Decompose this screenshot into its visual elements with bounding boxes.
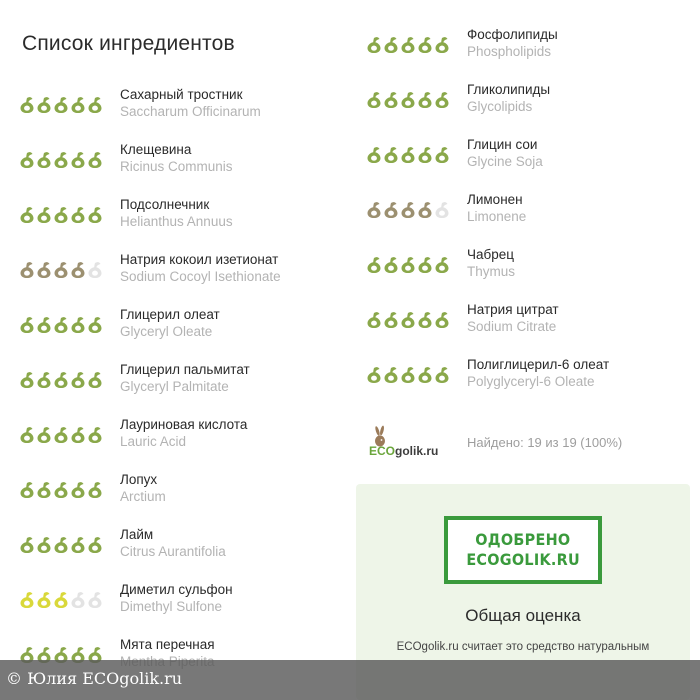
ingredient-name-ru: Натрия цитрат <box>467 302 559 317</box>
leaf-icon <box>384 146 398 163</box>
ingredient-name-latin: Citrus Aurantifolia <box>120 544 226 559</box>
found-count: Найдено: 19 из 19 (100%) <box>467 435 623 450</box>
leaf-icon <box>367 256 381 273</box>
leaf-icon <box>401 256 415 273</box>
leaf-icon <box>20 151 34 168</box>
ingredient-row[interactable] <box>345 191 700 231</box>
leaf-icon <box>418 256 432 273</box>
leaf-icon <box>54 206 68 223</box>
leaf-icon <box>20 426 34 443</box>
stamp-line-2: ECOGOLIK.RU <box>466 550 580 569</box>
leaf-icon <box>367 201 381 218</box>
ingredient-row[interactable] <box>0 196 350 236</box>
ingredient-name-ru: Глицерил олеат <box>120 307 220 322</box>
ingredient-row[interactable] <box>0 86 350 126</box>
leaf-icon <box>88 536 102 553</box>
ingredient-row[interactable] <box>0 581 350 621</box>
ingredient-names <box>467 301 559 335</box>
leaf-icon <box>384 311 398 328</box>
leaf-icon <box>54 426 68 443</box>
ingredient-names <box>120 416 247 450</box>
leaf-icon <box>384 36 398 53</box>
ingredient-name-ru: Чабрец <box>467 247 514 262</box>
ingredient-name-latin: Glyceryl Oleate <box>120 324 213 339</box>
leaf-icon <box>54 261 68 278</box>
leaf-icon <box>401 311 415 328</box>
ingredient-name-ru: Диметил сульфон <box>120 582 233 597</box>
ingredient-rating <box>20 426 102 443</box>
ingredient-rating <box>367 201 449 218</box>
leaf-icon <box>20 316 34 333</box>
leaf-icon <box>367 91 381 108</box>
ingredient-names <box>120 361 250 395</box>
ingredient-names <box>120 471 166 505</box>
leaf-icon <box>37 591 51 608</box>
ingredient-names <box>467 81 550 115</box>
leaf-icon <box>88 316 102 333</box>
ingredient-rating <box>20 481 102 498</box>
ingredient-name-latin: Saccharum Officinarum <box>120 104 261 119</box>
leaf-icon <box>20 261 34 278</box>
ingredient-row[interactable] <box>0 526 350 566</box>
leaf-icon <box>54 151 68 168</box>
leaf-icon <box>367 366 381 383</box>
ingredient-name-ru: Фосфолипиды <box>467 27 558 42</box>
ingredient-name-latin: Glycine Soja <box>467 154 543 169</box>
leaf-icon <box>367 36 381 53</box>
leaf-icon <box>435 146 449 163</box>
leaf-icon <box>418 146 432 163</box>
leaf-icon <box>88 371 102 388</box>
leaf-icon <box>20 206 34 223</box>
ingredient-name-ru: Глицерил пальмитат <box>120 362 250 377</box>
leaf-icon <box>435 91 449 108</box>
leaf-icon <box>71 151 85 168</box>
leaf-icon <box>20 536 34 553</box>
leaf-icon <box>435 256 449 273</box>
ingredient-names <box>120 141 233 175</box>
logo-rest-text: golik.ru <box>395 444 439 458</box>
ingredient-names <box>120 526 226 560</box>
ingredient-row[interactable] <box>0 416 350 456</box>
leaf-icon <box>401 146 415 163</box>
leaf-icon <box>418 91 432 108</box>
leaf-icon <box>384 366 398 383</box>
ingredient-name-latin: Helianthus Annuus <box>120 214 233 229</box>
ingredient-names <box>120 306 220 340</box>
ingredient-rating <box>367 36 449 53</box>
leaf-icon <box>367 146 381 163</box>
leaf-icon <box>88 261 102 278</box>
leaf-icon <box>384 256 398 273</box>
leaf-icon <box>20 371 34 388</box>
leaf-icon <box>71 426 85 443</box>
ingredient-rating <box>367 311 449 328</box>
ingredient-names <box>467 246 515 280</box>
ingredient-name-latin: Glycolipids <box>467 99 533 114</box>
watermark-text: © Юлия ECOgolik.ru <box>6 669 183 688</box>
ingredient-names <box>467 191 526 225</box>
leaf-icon <box>20 96 34 113</box>
leaf-icon <box>37 151 51 168</box>
stamp-line-1: ОДОБРЕНО <box>475 530 571 549</box>
leaf-icon <box>384 201 398 218</box>
ingredient-name-latin: Sodium Cocoyl Isethionate <box>120 269 281 284</box>
ingredient-names <box>467 356 609 390</box>
leaf-icon <box>37 481 51 498</box>
leaf-icon <box>88 591 102 608</box>
ingredient-row[interactable] <box>0 251 350 291</box>
ingredient-name-latin: Glyceryl Palmitate <box>120 379 229 394</box>
approved-stamp <box>444 516 602 584</box>
ingredient-name-ru: Мята перечная <box>120 637 215 652</box>
ingredient-name-latin: Lauric Acid <box>120 434 187 449</box>
ingredient-rating <box>367 91 449 108</box>
ingredient-names <box>120 251 281 285</box>
leaf-icon <box>401 91 415 108</box>
ingredient-names <box>467 26 558 60</box>
ingredient-name-latin: Phospholipids <box>467 44 552 59</box>
leaf-icon <box>20 591 34 608</box>
leaf-icon <box>418 366 432 383</box>
ingredient-names <box>120 581 233 615</box>
ingredient-name-ru: Лайм <box>120 527 154 542</box>
leaf-icon <box>401 366 415 383</box>
ingredient-row[interactable] <box>0 306 350 346</box>
leaf-icon <box>37 96 51 113</box>
ingredient-names <box>120 196 233 230</box>
ingredient-name-latin: Thymus <box>467 264 516 279</box>
ingredient-name-latin: Sodium Citrate <box>467 319 557 334</box>
ingredient-name-latin: Limonene <box>467 209 527 224</box>
leaf-icon <box>37 261 51 278</box>
ingredient-row[interactable] <box>345 26 700 66</box>
leaf-icon <box>435 201 449 218</box>
leaf-icon <box>88 206 102 223</box>
leaf-icon <box>88 481 102 498</box>
ingredient-name-ru: Глицин сои <box>467 137 538 152</box>
leaf-icon <box>418 201 432 218</box>
ingredient-names <box>467 136 543 170</box>
ingredient-row[interactable] <box>345 356 700 396</box>
ingredient-row[interactable] <box>345 246 700 286</box>
logo-eco-text: ECO <box>369 444 396 458</box>
ingredient-rating <box>367 366 449 383</box>
ingredient-rating <box>20 591 102 608</box>
leaf-icon <box>37 206 51 223</box>
leaf-icon <box>88 426 102 443</box>
leaf-icon <box>20 481 34 498</box>
leaf-icon <box>37 426 51 443</box>
leaf-icon <box>37 536 51 553</box>
ingredient-name-latin: Ricinus Communis <box>120 159 233 174</box>
ingredient-row[interactable] <box>0 471 350 511</box>
leaf-icon <box>401 201 415 218</box>
leaf-icon <box>435 36 449 53</box>
leaf-icon <box>54 316 68 333</box>
page-title: Список ингредиентов <box>22 32 235 55</box>
leaf-icon <box>54 96 68 113</box>
leaf-icon <box>71 481 85 498</box>
ingredient-row[interactable] <box>345 81 700 121</box>
ingredient-rating <box>20 536 102 553</box>
leaf-icon <box>418 36 432 53</box>
ingredient-row[interactable] <box>0 141 350 181</box>
ingredient-name-ru: Лимонен <box>467 192 523 207</box>
leaf-icon <box>435 311 449 328</box>
leaf-icon <box>71 316 85 333</box>
leaf-icon <box>401 36 415 53</box>
ingredient-name-ru: Полиглицерил-6 олеат <box>467 357 610 372</box>
ingredient-name-ru: Сахарный тростник <box>120 87 243 102</box>
leaf-icon <box>367 311 381 328</box>
leaf-icon <box>88 151 102 168</box>
ingredient-row[interactable] <box>0 361 350 401</box>
leaf-icon <box>71 536 85 553</box>
ingredient-rating <box>20 206 102 223</box>
ingredient-names <box>120 86 261 120</box>
leaf-icon <box>71 371 85 388</box>
leaf-icon <box>71 591 85 608</box>
ecogolik-logo <box>368 425 454 459</box>
overall-rating-heading: Общая оценка <box>465 606 581 625</box>
ingredient-rating <box>367 146 449 163</box>
ingredient-name-ru: Лопух <box>120 472 158 487</box>
ingredient-name-latin: Polyglyceryl-6 Oleate <box>467 374 595 389</box>
leaf-icon <box>418 311 432 328</box>
leaf-icon <box>37 316 51 333</box>
ingredient-name-latin: Dimethyl Sulfone <box>120 599 223 614</box>
leaf-icon <box>54 371 68 388</box>
leaf-icon <box>54 591 68 608</box>
leaf-icon <box>37 371 51 388</box>
leaf-icon <box>435 366 449 383</box>
ingredient-rating <box>20 151 102 168</box>
leaf-icon <box>54 536 68 553</box>
ingredient-name-ru: Натрия кокоил изетионат <box>120 252 279 267</box>
leaf-icon <box>71 206 85 223</box>
watermark-bar <box>0 660 700 700</box>
ingredient-name-ru: Клещевина <box>120 142 192 157</box>
ingredient-rating <box>20 261 102 278</box>
leaf-icon <box>71 96 85 113</box>
leaf-icon <box>384 91 398 108</box>
ingredient-name-ru: Подсолнечник <box>120 197 210 212</box>
leaf-icon <box>54 481 68 498</box>
ingredient-name-ru: Гликолипиды <box>467 82 551 97</box>
ingredient-name-latin: Arctium <box>120 489 166 504</box>
ingredient-rating <box>367 256 449 273</box>
ingredient-rating <box>20 96 102 113</box>
ecogolik-summary-row <box>368 425 688 459</box>
leaf-icon <box>71 261 85 278</box>
ingredient-rating <box>20 371 102 388</box>
leaf-icon <box>88 96 102 113</box>
verdict-text: ECOgolik.ru считает это средство натуральным <box>396 641 650 653</box>
ingredient-name-ru: Лауриновая кислота <box>120 417 248 432</box>
ingredient-rating <box>20 316 102 333</box>
ingredient-row[interactable] <box>345 301 700 341</box>
ingredient-row[interactable] <box>345 136 700 176</box>
